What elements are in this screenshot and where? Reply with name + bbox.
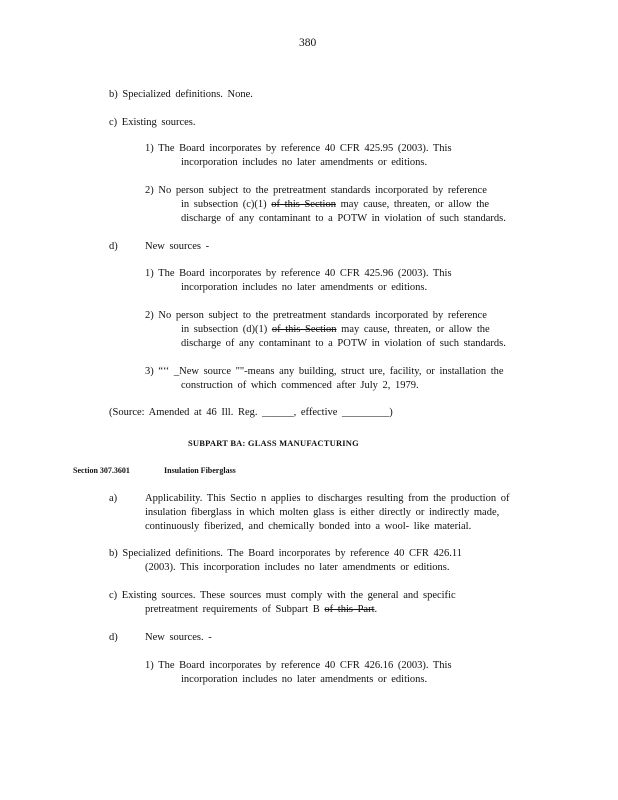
c2-line-2-start: in subsection (c)(1) xyxy=(181,199,272,210)
d2-line-3: discharge of any contaminant to a POTW in violation of such standards. xyxy=(181,338,506,349)
ba-c-line-1: c) Existing sources. These sources must comply with the general and specific xyxy=(109,590,456,601)
ba-a-number: a) xyxy=(109,493,118,504)
c1-line-2: incorporation includes no later amendments or editions. xyxy=(181,157,428,168)
d2-line-2-end: may cause, threaten, or allow the xyxy=(336,324,490,335)
section-title: Insulation Fiberglass xyxy=(164,466,236,475)
d3-line-1: 3) “‘‘ _New source ""-means any building, struct ure, facility, or installation the xyxy=(145,366,504,377)
section-number: Section 307.3601 xyxy=(73,466,130,475)
d2-line-2-start: in subsection (d)(1) xyxy=(181,324,272,335)
page-number: 380 xyxy=(299,37,317,49)
c2-line-2-end: may cause, threaten, or allow the xyxy=(335,199,490,210)
c1-line-1: 1) The Board incorporates by reference 40 CFR 425.95 (2003). This xyxy=(145,143,452,154)
subsection-d-number: d) xyxy=(109,241,118,252)
ba-a-line-2: insulation fiberglass in which molten glass is either directly or indirectly made, xyxy=(145,507,500,518)
d1-line-1: 1) The Board incorporates by reference 40 CFR 425.96 (2003). This xyxy=(145,268,452,279)
ba-c-line-2-end: . xyxy=(374,604,378,615)
d2-line-1: 2) No person subject to the pretreatment standards incorporated by reference xyxy=(145,310,487,321)
source-note: (Source: Amended at 46 Ill. Reg. ______, effective _________) xyxy=(109,407,393,418)
ba-d-new-sources: New sources. - xyxy=(145,632,212,643)
ba-a-line-3: continuously fiberized, and chemically bonded into a wool- like material. xyxy=(145,521,472,532)
ba-d1-line-2: incorporation includes no later amendments or editions. xyxy=(181,674,428,685)
d3-line-2: construction of which commenced after July 2, 1979. xyxy=(181,380,419,391)
ba-b-line-2: (2003). This incorporation includes no later amendments or editions. xyxy=(145,562,450,573)
subsection-b-definitions: b) Specialized definitions. None. xyxy=(109,89,253,100)
subsection-c-existing-sources: c) Existing sources. xyxy=(109,117,196,128)
c2-line-1: 2) No person subject to the pretreatment standards incorporated by reference xyxy=(145,185,487,196)
d2-line-2 xyxy=(181,324,490,335)
ba-a-line-1: Applicability. This Sectio n applies to discharges resulting from the production of xyxy=(145,493,510,504)
c2-deleted-text: of this Section xyxy=(271,199,336,210)
subsection-d-new-sources: New sources - xyxy=(145,241,210,252)
ba-c-deleted-text: of this Part xyxy=(324,604,375,615)
ba-d1-line-1: 1) The Board incorporates by reference 40 CFR 426.16 (2003). This xyxy=(145,660,452,671)
d2-deleted-text: of this Section xyxy=(271,324,337,335)
d1-line-2: incorporation includes no later amendments or editions. xyxy=(181,282,428,293)
ba-d-number: d) xyxy=(109,632,118,643)
subpart-heading: SUBPART BA: GLASS MANUFACTURING xyxy=(188,438,359,448)
ba-c-line-2 xyxy=(145,604,377,615)
c2-line-2 xyxy=(181,199,489,210)
ba-c-line-2-start: pretreatment requirements of Subpart B xyxy=(145,604,325,615)
c2-line-3: discharge of any contaminant to a POTW in violation of such standards. xyxy=(181,213,506,224)
ba-b-line-1: b) Specialized definitions. The Board incorporates by reference 40 CFR 426.11 xyxy=(109,548,462,559)
